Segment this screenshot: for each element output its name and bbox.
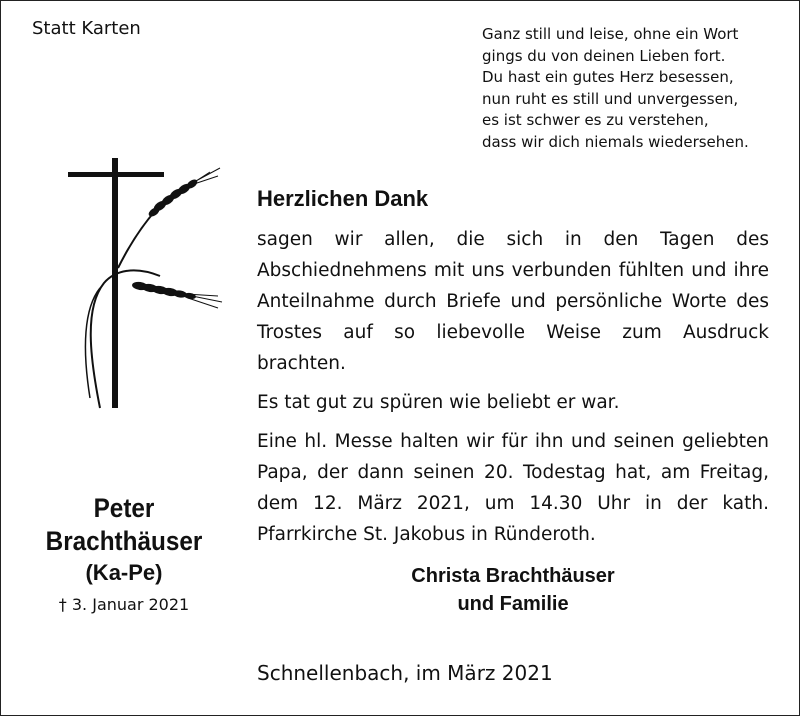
thanks-paragraph: Eine hl. Messe halten wir für ihn und seinen geliebten Papa, der dann seinen 20. Todestag hat, am Freitag, dem 12. März 2021, um 14.30 Uhr in der kath. Pfarrkirche St. Jakobus in Ründeroth. — [257, 431, 769, 545]
deceased-first-name: Peter — [93, 493, 155, 523]
wheat-ear-lower — [132, 281, 222, 308]
cross-with-wheat-icon — [60, 158, 230, 418]
wheat-stem — [85, 288, 100, 398]
signature-family: und Familie — [457, 593, 569, 615]
signature-name: Christa Brachthäuser — [411, 565, 615, 587]
statt-karten-label: Statt Karten — [32, 18, 141, 39]
poem-line: Du hast ein gutes Herz besessen, — [482, 68, 734, 86]
thanks-heading: Herzlichen Dank — [257, 186, 429, 211]
cross-horizontal-beam — [68, 172, 164, 177]
place-date: Schnellenbach, im März 2021 — [257, 661, 553, 685]
deceased-nickname: (Ka-Pe) — [85, 560, 163, 585]
cross-vertical-beam — [112, 158, 118, 408]
thanks-body — [257, 224, 769, 558]
thanks-paragraph: Es tat gut zu spüren wie beliebt er war. — [257, 392, 620, 413]
signature — [372, 562, 654, 618]
poem-line: es ist schwer es zu verstehen, — [482, 111, 709, 129]
wheat-stem — [118, 210, 156, 268]
thanks-paragraph: sagen wir allen, die sich in den Tagen des Abschiednehmens mit uns verbunden fühlten und ihre Anteilnahme durch Briefe und persönliche Worte des Trostes auf so liebevolle Weise zum Ausdruck brachten. — [257, 229, 769, 374]
deceased-name-block — [18, 492, 230, 618]
poem-line: gings du von deinen Lieben fort. — [482, 46, 726, 65]
poem-line: dass wir dich niemals wiedersehen. — [482, 132, 749, 151]
death-date: † 3. Januar 2021 — [58, 595, 190, 614]
poem-line: nun ruht es still und unvergessen, — [482, 89, 739, 108]
poem-line: Ganz still und leise, ohne ein Wort — [482, 25, 739, 43]
deceased-last-name: Brachthäuser — [45, 526, 203, 556]
poem — [482, 24, 782, 153]
